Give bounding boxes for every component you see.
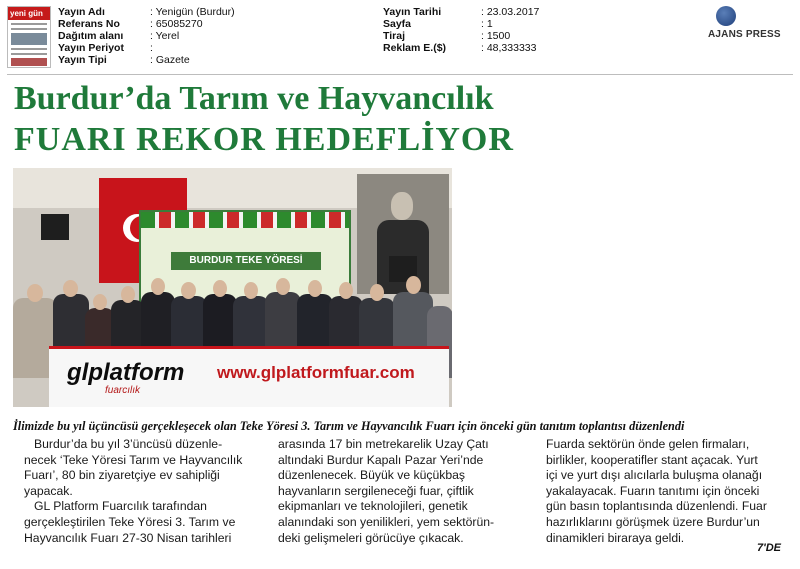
meta-value: : 1 (481, 18, 493, 30)
glplatform-logo-subtext: fuarcılık (105, 385, 141, 396)
meta-row-circulation (383, 30, 539, 42)
glplatform-logo-text: glplatform (67, 359, 185, 386)
article-column-2 (278, 437, 494, 546)
meta-value: : 65085270 (150, 18, 203, 30)
text-line: yakalayacak. Fuarın tanıtımı için önceki (546, 483, 760, 498)
text-line: içi ve yurt dışı alıcılarla buluşma olanağı (546, 468, 763, 483)
article-column-1 (24, 437, 242, 546)
meta-label: Tiraj (383, 30, 405, 42)
meta-value: : 1500 (481, 30, 511, 42)
text-line: dinamikleri biraraya geldi. (546, 530, 685, 545)
meta-label: Yayın Tipi (58, 54, 107, 66)
meta-row-ad-value (383, 42, 539, 54)
globe-icon (716, 6, 736, 26)
meta-row-period (58, 42, 235, 54)
speaker-image (41, 214, 69, 240)
headline-line-1: Burdur’da Tarım ve Hayvancılık (14, 80, 494, 117)
banner-text: BURDUR TEKE YÖRESİ (171, 252, 321, 270)
text-line: gün basın toplantısında düzenlendi. Fuar (546, 499, 767, 514)
text-line: hazırlıklarını görüşmek üzere Burdur’un (546, 514, 760, 529)
headline-line-2: FUARI REKOR HEDEFLİYOR (14, 121, 514, 158)
text-line: gerçekleştirilen Teke Yöresi 3. Tarım ve (24, 514, 236, 529)
ajans-press-logo (708, 6, 794, 40)
meta-row-type (58, 54, 235, 66)
meta-value: : 48,333333 (481, 42, 537, 54)
meta-value: : Yenigün (Burdur) (150, 6, 235, 18)
text-line: Burdur’da bu yıl 3’üncüsü düzenle- (34, 437, 223, 451)
meta-label: Reklam E.($) (383, 42, 447, 54)
text-line: Fuarı’, 80 bin ziyaretçiye ev sahipliği (24, 468, 220, 483)
article-photo (13, 168, 452, 407)
header-divider (7, 74, 793, 75)
photo-caption: İlimizde bu yıl üçüncüsü gerçekleşecek olan Teke Yöresi 3. Tarım ve Hayvancılık Fuarı için önceki gün tanıtım toplantısı düzenlendi (13, 419, 685, 433)
meta-row-page (383, 18, 539, 30)
text-line: deki gelişmeleri görücüye çıkacak. (278, 530, 464, 545)
meta-value: : Yerel (150, 30, 180, 42)
text-line: hayvanların sergileneceği fuar, çiftlik (278, 483, 474, 498)
meta-row-reference (58, 18, 235, 30)
meta-value: : 23.03.2017 (481, 6, 540, 18)
text-line: necek ‘Teke Yöresi Tarım ve Hayvancılık (24, 452, 243, 467)
fair-url-text: www.glplatformfuar.com (217, 363, 415, 382)
text-line: düzenlenecek. Büyük ve küçükbaş (278, 468, 465, 483)
text-line: Hayvancılık Fuarı 27-30 Nisan tarihleri (24, 530, 232, 545)
meta-row-date (383, 6, 539, 18)
text-line: yapacak. (24, 483, 73, 498)
text-line: ekipmanları ve teknolojileri, genetik (278, 499, 468, 514)
thumbnail-masthead: yeni gün (8, 7, 50, 20)
text-line: arasında 17 bin metrekarelik Uzay Çatı (278, 437, 489, 451)
continued-page-reference: 7'DE (757, 542, 782, 554)
fair-table-banner (49, 346, 449, 407)
newspaper-thumbnail (7, 6, 51, 68)
meta-label: Referans No (58, 18, 120, 30)
text-line: birlikler, kooperatifler stant açacak. Yurt (546, 452, 758, 467)
meta-right (383, 6, 539, 54)
meta-value: : (150, 42, 153, 54)
brand-name: AJANS PRESS (708, 29, 781, 40)
meta-label: Dağıtım alanı (58, 30, 124, 42)
text-line: altındaki Burdur Kapalı Pazar Yeri’nde (278, 452, 484, 467)
text-line: alanındaki son yenilikleri, yem sektörün- (278, 514, 495, 529)
meta-label: Yayın Adı (58, 6, 105, 18)
article-column-3 (546, 437, 767, 546)
meta-label: Yayın Periyot (58, 42, 124, 54)
meta-row-distribution (58, 30, 235, 42)
meta-label: Yayın Tarihi (383, 6, 442, 18)
text-line: GL Platform Fuarcılık tarafından (34, 499, 207, 514)
meta-row-publication (58, 6, 235, 18)
meta-label: Sayfa (383, 18, 412, 30)
text-line: Fuarda sektörün önde gelen firmaları, (546, 437, 750, 451)
meta-left (58, 6, 235, 66)
meta-value: : Gazete (150, 54, 190, 66)
